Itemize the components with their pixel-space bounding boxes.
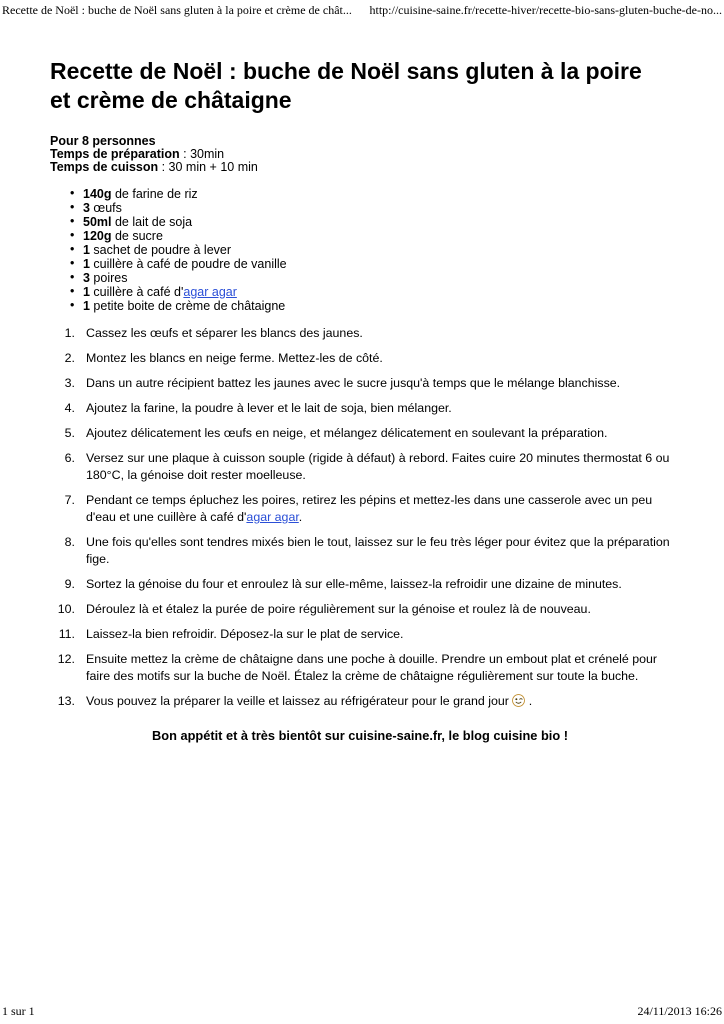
ingredient-item: • 3 poires xyxy=(83,271,684,285)
step-text: Déroulez là et étalez la purée de poire régulièrement sur la génoise et roulez là de nouveau. xyxy=(86,602,591,616)
step-number: 13. xyxy=(57,694,75,708)
step-item xyxy=(50,651,684,685)
step-number: 3. xyxy=(64,376,75,390)
page-title: Recette de Noël : buche de Noël sans gluten à la poire et crème de châtaigne xyxy=(50,58,642,113)
step-text: Versez sur une plaque à cuisson souple (rigide à défaut) à rebord. Faites cuire 20 minutes thermostat 6 ou 180°C, la génoise doit rester moelleuse. xyxy=(86,451,670,482)
print-footer xyxy=(2,1004,722,1018)
step-number: 7. xyxy=(64,493,75,507)
meta-line: Temps de cuisson : 30 min + 10 min xyxy=(50,160,258,174)
agar-agar-link[interactable]: agar agar xyxy=(183,285,237,299)
step-number: 10. xyxy=(57,602,75,616)
step-item xyxy=(50,626,684,643)
step-item xyxy=(50,693,684,710)
step-item xyxy=(50,450,684,484)
print-header-page-title: Recette de Noël : buche de Noël sans gluten à la poire et crème de chât... xyxy=(2,3,352,17)
step-item xyxy=(50,425,684,442)
step-number: 1. xyxy=(64,326,75,340)
step-item xyxy=(50,325,684,342)
ingredient-item: • 1 cuillère à café d'agar agar xyxy=(83,285,684,299)
step-text: Laissez-la bien refroidir. Déposez-la sur le plat de service. xyxy=(86,627,404,641)
ingredient-item: • 120g de sucre xyxy=(83,229,684,243)
step-number: 6. xyxy=(64,451,75,465)
step-text: Dans un autre récipient battez les jaunes avec le sucre jusqu'à temps que le mélange blanchisse. xyxy=(86,376,621,390)
step-text: Montez les blancs en neige ferme. Mettez-les de côté. xyxy=(86,351,383,365)
step-item xyxy=(50,375,684,392)
ingredient-item: • 1 petite boite de crème de châtaigne xyxy=(83,299,684,313)
step-number: 5. xyxy=(64,426,75,440)
recipe-meta xyxy=(50,135,684,174)
meta-line: Temps de préparation : 30min xyxy=(50,147,225,161)
step-number: 12. xyxy=(57,652,75,666)
step-item xyxy=(50,400,684,417)
step-number: 9. xyxy=(64,577,75,591)
step-text: Une fois qu'elles sont tendres mixés bien le tout, laissez sur le feu très léger pour évitez que la préparation fige. xyxy=(86,535,670,566)
document-body xyxy=(50,57,684,743)
step-text: Ajoutez délicatement les œufs en neige, et mélangez délicatement en soulevant la préparation. xyxy=(86,426,608,440)
step-text: Ajoutez la farine, la poudre à lever et le lait de soja, bien mélanger. xyxy=(86,401,452,415)
step-text: Ensuite mettez la crème de châtaigne dans une poche à douille. Prendre un embout plat et crénelé pour faire des motifs sur la buche de Noël. Étalez la crème de châtaigne régulièrement sur toute la buche. xyxy=(86,652,658,683)
ingredient-item: • 1 cuillère à café de poudre de vanille xyxy=(83,257,684,271)
step-item xyxy=(50,601,684,618)
print-datetime: 24/11/2013 16:26 xyxy=(637,1004,722,1018)
print-header-url: http://cuisine-saine.fr/recette-hiver/recette-bio-sans-gluten-buche-de-no... xyxy=(369,3,722,17)
step-number: 11. xyxy=(58,627,75,641)
step-number: 4. xyxy=(64,401,75,415)
ingredients-list xyxy=(50,187,684,313)
step-text: Vous pouvez la préparer la veille et laissez au réfrigérateur pour le grand jour . xyxy=(86,694,533,708)
step-item xyxy=(50,350,684,367)
ingredient-item: • 140g de farine de riz xyxy=(83,187,684,201)
agar-agar-link[interactable]: agar agar xyxy=(246,510,299,524)
print-header xyxy=(2,3,722,17)
ingredient-item: • 50ml de lait de soja xyxy=(83,215,684,229)
page-count: 1 sur 1 xyxy=(2,1004,35,1018)
steps-list xyxy=(50,325,684,710)
step-text: Pendant ce temps épluchez les poires, retirez les pépins et mettez-les dans une casserole avec un peu d'eau et une cuillère à café d'agar agar. xyxy=(86,493,653,524)
step-number: 8. xyxy=(64,535,75,549)
step-item xyxy=(50,534,684,568)
ingredient-item: • 3 œufs xyxy=(83,201,684,215)
step-text: Cassez les œufs et séparer les blancs des jaunes. xyxy=(86,326,363,340)
wink-smiley-icon xyxy=(512,694,525,707)
step-item xyxy=(50,492,684,526)
closing-line: Bon appétit et à très bientôt sur cuisine-saine.fr, le blog cuisine bio ! xyxy=(152,728,568,743)
ingredient-item: • 1 sachet de poudre à lever xyxy=(83,243,684,257)
step-number: 2. xyxy=(64,351,75,365)
step-text: Sortez la génoise du four et enroulez là sur elle-même, laissez-la refroidir une dizaine de minutes. xyxy=(86,577,622,591)
step-item xyxy=(50,576,684,593)
meta-line: Pour 8 personnes xyxy=(50,134,156,148)
